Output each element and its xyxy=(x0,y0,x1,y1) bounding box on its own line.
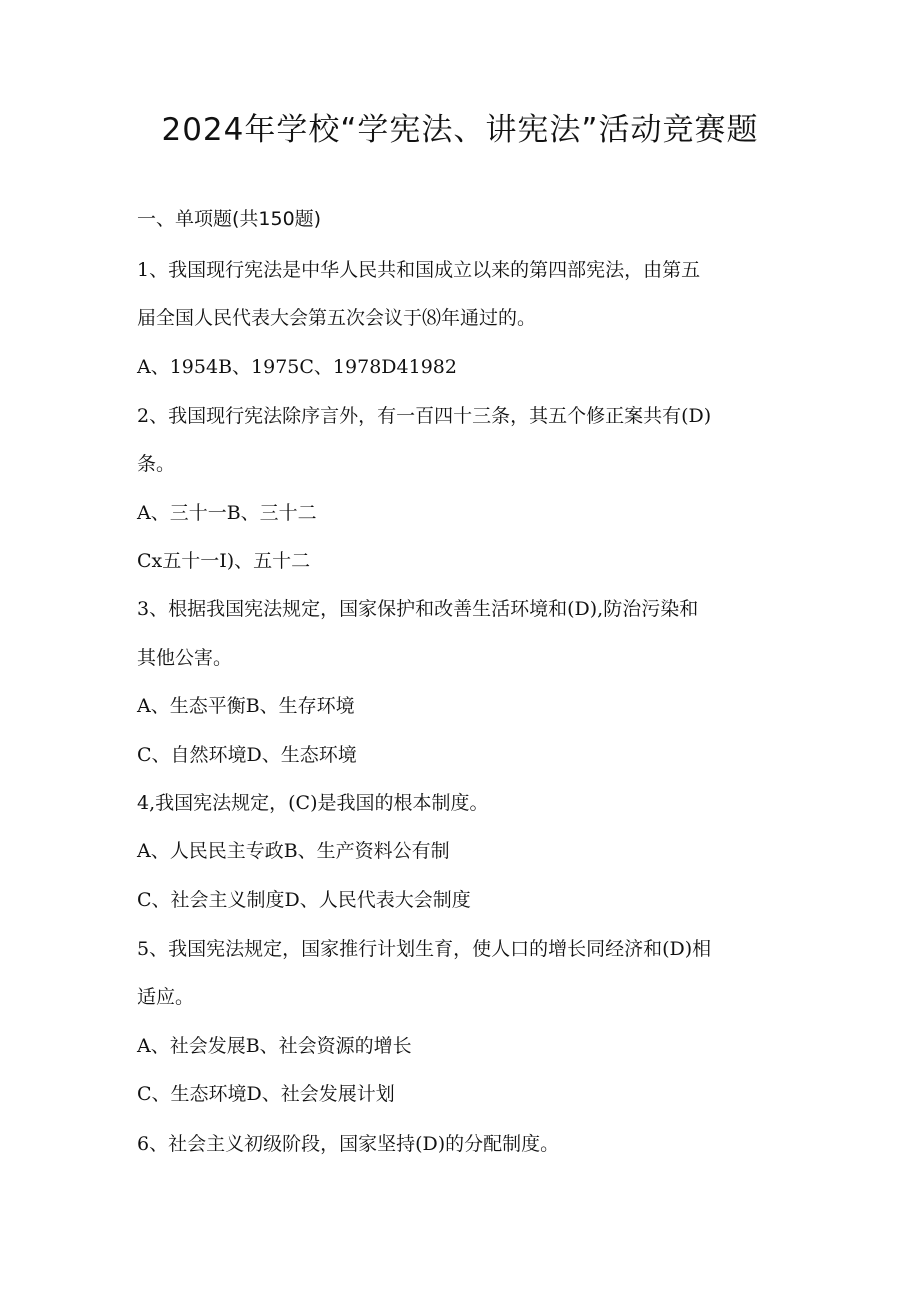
question-1-options: A、1954B、1975C、1978D41982 xyxy=(137,356,457,378)
question-5-options-ab: A、社会发展B、社会资源的增长 xyxy=(137,1035,412,1057)
question-3-line-1: 3、根据我国宪法规定，国家保护和改善生活环境和(D),防治污染和 xyxy=(137,598,699,620)
section-heading: 一、单项题(共150题) xyxy=(137,208,322,230)
question-3-line-2: 其他公害。 xyxy=(137,647,233,669)
question-3-options-cd: C、自然环境D、生态环境 xyxy=(137,744,357,766)
question-1-line-1: 1、我国现行宪法是中华人民共和国成立以来的第四部宪法，由第五 xyxy=(137,259,701,281)
question-4-options-ab: A、人民民主专政B、生产资料公有制 xyxy=(137,840,450,862)
question-6-line-1: 6、社会主义初级阶段，国家坚持(D)的分配制度。 xyxy=(137,1133,560,1155)
document-title: 2024年学校“学宪法、讲宪法”活动竞赛题 xyxy=(161,112,759,148)
question-2-line-1: 2、我国现行宪法除序言外，有一百四十三条，其五个修正案共有(D) xyxy=(137,405,712,427)
question-5-line-2: 适应。 xyxy=(137,986,195,1008)
question-5-line-1: 5、我国宪法规定，国家推行计划生育，使人口的增长同经济和(D)相 xyxy=(137,938,712,960)
question-2-options-ab: A、三十一B、三十二 xyxy=(137,502,317,524)
question-2-line-2: 条。 xyxy=(137,453,176,475)
question-3-options-ab: A、生态平衡B、生存环境 xyxy=(137,695,355,717)
question-1-line-2: 届全国人民代表大会第五次会议于⑻年通过的。 xyxy=(137,307,537,329)
question-5-options-cd: C、生态环境D、社会发展计划 xyxy=(137,1083,395,1105)
question-4-line-1: 4,我国宪法规定，(C)是我国的根本制度。 xyxy=(137,792,489,814)
question-4-options-cd: C、社会主义制度D、人民代表大会制度 xyxy=(137,889,471,911)
question-2-options-cd: Cx五十一I)、五十二 xyxy=(137,550,311,572)
